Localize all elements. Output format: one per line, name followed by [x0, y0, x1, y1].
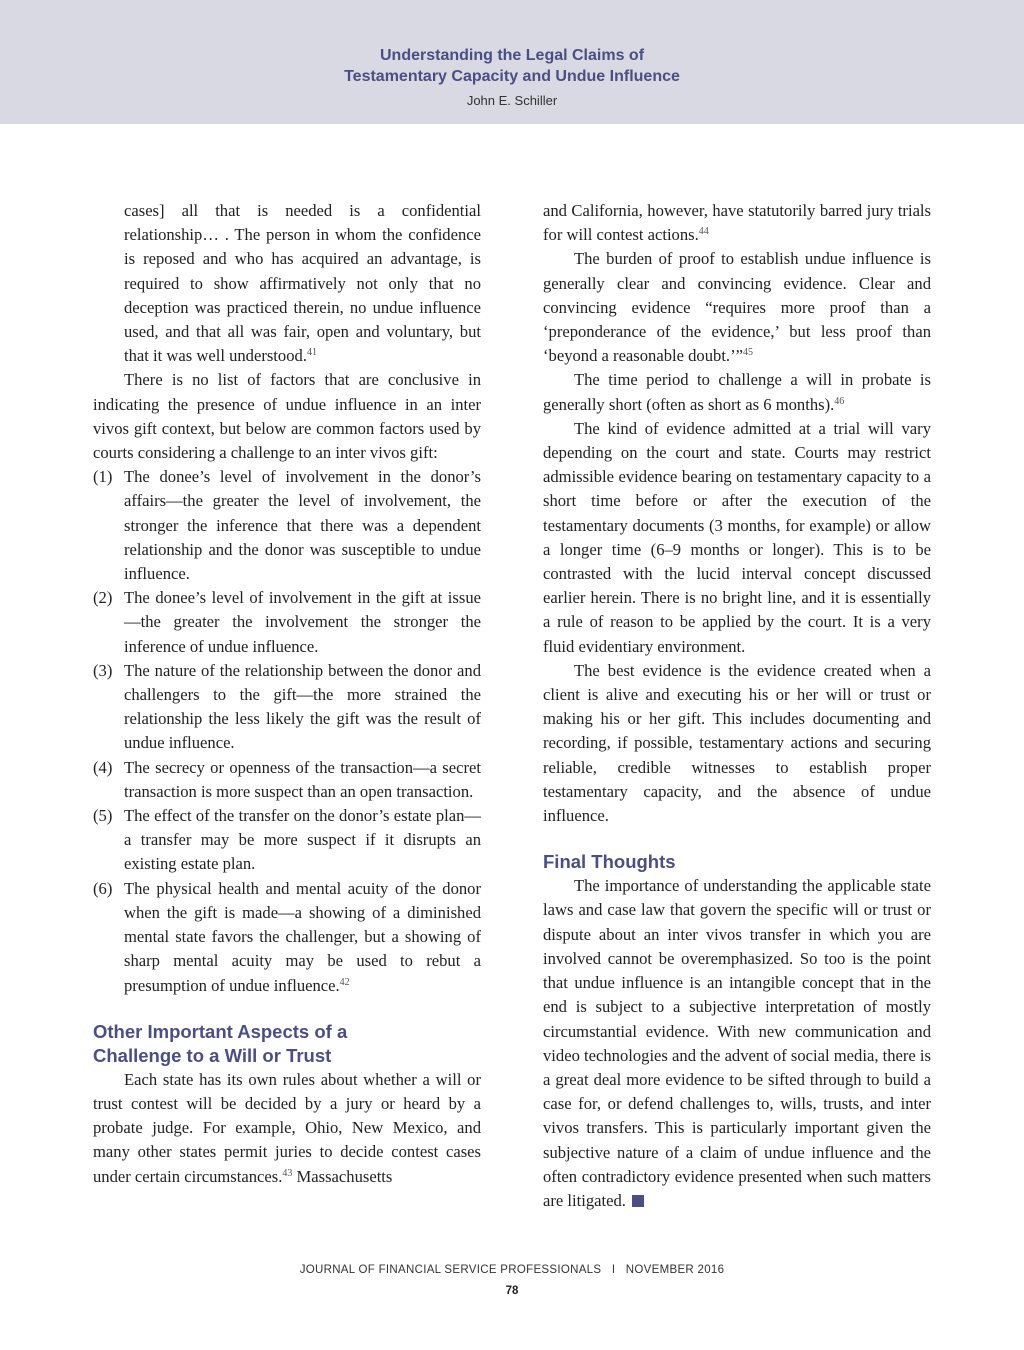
section-heading-final-thoughts: Final Thoughts	[543, 851, 676, 873]
list-item	[93, 804, 481, 877]
end-mark-icon	[632, 1195, 644, 1207]
jury-paragraph-tail: Massachusetts	[292, 1166, 393, 1186]
header-author: John E. Schiller	[466, 93, 558, 108]
list-item-text: The donee’s level of involvement in the donor’s affairs—the greater the level of involvement, the stronger the inference that there was a dependent relationship and the donor was susceptible to undue influence.	[124, 467, 481, 584]
final-thoughts-paragraph	[543, 874, 931, 1213]
running-header	[0, 0, 1024, 124]
burden-paragraph-text: The burden of proof to establish undue influence is generally clear and convincing evidence. Clear and convincing evidence “requires more proof than a ‘preponderance of the evidence,’ but less proof than ‘beyond a reasonable doubt.’”	[543, 249, 931, 366]
footnote-ref-43[interactable]: 43	[282, 1167, 293, 1179]
block-quote	[124, 199, 481, 368]
footnote-ref-44[interactable]: 44	[698, 226, 709, 238]
list-item-text: The nature of the relationship between the donor and challengers to the gift—the more strained the relationship the less likely the gift was the result of undue influence.	[124, 660, 481, 753]
list-item-text	[124, 877, 481, 998]
jury-paragraph-text: Each state has its own rules about whether a will or trust contest will be decided by a jury or heard by a probate judge. For example, Ohio, New Mexico, and many other states permit juries to decide contest cases under certain circumstances.	[93, 1069, 481, 1186]
burden-paragraph	[543, 247, 931, 368]
header-title-line1: Understanding the Legal Claims of	[379, 47, 645, 64]
continued-paragraph-text: and California, however, have statutorily barred jury trials for will contest actions.	[543, 201, 931, 245]
list-item-text-body: The physical health and mental acuity of the donor when the gift is made—a showing of a diminished mental state favors the challenger, but a showing of sharp mental acuity may be used to rebut a presumption of undue influence.	[124, 878, 481, 995]
best-evidence-paragraph: The best evidence is the evidence created when a client is alive and executing his or her will or trust or making his or her gift. This includes documenting and recording, if possible, testamentary actions and securing reliable, credible witnesses to establish proper testamentary capacity, and the absence of undue influence.	[543, 660, 931, 826]
evidence-paragraph: The kind of evidence admitted at a trial will vary depending on the court and state. Courts may restrict admissible evidence bearing on testamentary capacity to a short time before or after the execution of the testamentary documents (3 months, for example) or allow a longer time (6–9 months or longer). This is to be contrasted with the lucid interval concept discussed earlier herein. There is no bright line, and it is essentially a rule of reason to be applied by the court. It is a very fluid evidentiary environment.	[543, 418, 931, 656]
header-title-line2: Testamentary Capacity and Undue Influence	[344, 68, 680, 85]
list-item	[93, 756, 481, 804]
list-item-number: (4)	[93, 757, 113, 777]
footnote-ref-41[interactable]: 41	[306, 347, 317, 359]
list-item-number: (5)	[93, 806, 113, 826]
final-thoughts-text: The importance of understanding the applicable state laws and case law that govern the specific will or trust or dispute about an inter vivos transfer in which you are involved cannot be overemphasized. So too is the point that undue influence is an intangible concept that in the end is subject to a subjective interpretation of mostly circumstantial evidence. With new communication and video technologies and the advent of social media, there is a great deal more evidence to be sifted through to build a case for, or defend challenges to, wills, trusts, and inter vivos transfers. This is particularly important given the subjective nature of a claim of undue influence and the often contradictory evidence presented when such matters are litigated.	[543, 876, 931, 1210]
list-item	[93, 659, 481, 756]
footnote-ref-45[interactable]: 45	[742, 347, 753, 359]
right-column	[543, 199, 931, 1213]
list-item	[93, 877, 481, 998]
list-item-number: (2)	[93, 588, 113, 608]
block-quote-text: cases] all that is needed is a confidential relationship… . The person in whom the confidence is reposed and who has acquired an advantage, is required to show affirmatively not only that no deception was practiced therein, no undue influence used, and that all was fair, open and voluntary, but that it was well understood.	[124, 201, 481, 366]
footnote-ref-42[interactable]: 42	[339, 976, 350, 988]
continued-paragraph	[543, 199, 931, 247]
section-heading-line1: Other Important Aspects of a	[93, 1020, 348, 1042]
factor-list	[93, 465, 481, 997]
intro-paragraph: There is no list of factors that are conclusive in indicating the presence of undue influence in an inter vivos gift context, but below are common factors used by courts considering a challenge to an inter vivos gift:	[93, 370, 481, 463]
list-item-text: The secrecy or openness of the transaction—a secret transaction is more suspect than an open transaction.	[124, 757, 481, 801]
time-period-paragraph	[543, 368, 931, 416]
left-column	[93, 199, 481, 1189]
time-period-paragraph-text: The time period to challenge a will in probate is generally short (often as short as 6 months).	[543, 370, 931, 414]
list-item-text: The effect of the transfer on the donor’s estate plan—a transfer may be more suspect if it disrupts an existing estate plan.	[124, 806, 481, 874]
footer-journal-text: JOURNAL OF FINANCIAL SERVICE PROFESSIONALS I NOVEMBER 2016	[299, 1264, 725, 1276]
jury-paragraph	[93, 1068, 481, 1189]
section-heading-line2: Challenge to a Will or Trust	[93, 1044, 332, 1066]
footer-journal	[0, 1264, 1024, 1276]
list-item-number: (1)	[93, 467, 113, 487]
list-item-number: (3)	[93, 660, 113, 680]
section-heading-other-aspects	[93, 1020, 481, 1068]
list-item-text: The donee’s level of involvement in the gift at issue—the greater the involvement the stronger the inference of undue influence.	[124, 588, 481, 656]
list-item-number: (6)	[93, 878, 113, 898]
list-item	[93, 465, 481, 586]
page-number: 78	[505, 1285, 519, 1297]
footnote-ref-46[interactable]: 46	[834, 395, 845, 407]
list-item	[93, 586, 481, 659]
